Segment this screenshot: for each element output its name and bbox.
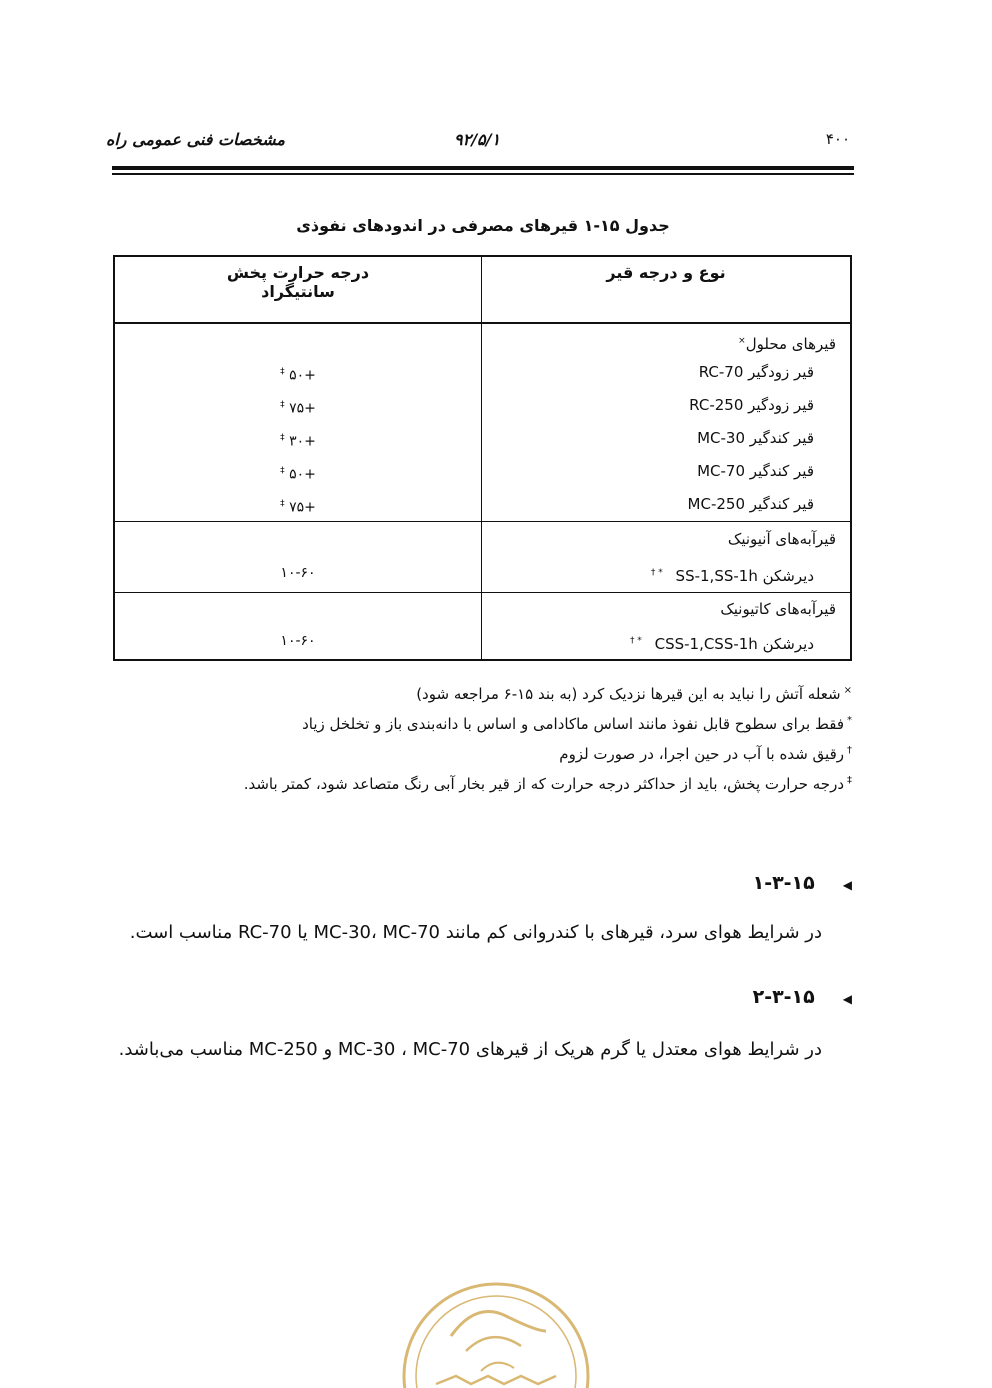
type-row: قیر زودگیر RC-250 xyxy=(689,396,814,414)
temp-cell xyxy=(114,323,482,522)
bullet-triangle-icon: ◀ xyxy=(842,878,852,892)
type-cell xyxy=(482,323,852,522)
bullet-triangle-icon: ◀ xyxy=(842,992,852,1006)
footnote: ‡درجه حرارت پخش، باید از حداکثر درجه حرارت که از قیر بخار آبی رنگ متصاعد شود، کمتر باشد. xyxy=(243,775,852,793)
footnote: ×شعله آتش را نباید به این قیرها نزدیک کرد (به بند ۱۵-۶ مراجعه شود) xyxy=(416,685,852,703)
temp-value: +۵۰ ‡ xyxy=(280,367,316,384)
temp-value: +۳۰ ‡ xyxy=(280,433,316,450)
running-header-date: ۹۲/۵/۱ xyxy=(454,130,501,149)
page-number: ۴۰۰ xyxy=(825,130,850,148)
col-header-type: نوع و درجه قیر xyxy=(482,256,852,323)
type-row: قیر کندگیر MC-70 xyxy=(697,462,814,480)
col-header-temp-line2: سانتیگراد xyxy=(261,282,335,301)
table-row-group-cutback xyxy=(114,323,851,522)
group-title: قیرآبه‌های آنیونیک xyxy=(727,530,836,548)
temp-value: +۵۰ ‡ xyxy=(280,466,316,483)
col-header-temp-line1: درجه حرارت پخش xyxy=(226,263,370,282)
type-row: دیرشکن SS-1,SS-1h * † xyxy=(650,567,814,585)
type-row: قیر زودگیر RC-70 xyxy=(698,363,814,381)
header-rule-thin xyxy=(112,173,854,175)
temp-cell xyxy=(114,593,482,661)
running-header-title: مشخصات فنی عمومی راه xyxy=(105,130,285,149)
col-header-temp xyxy=(114,256,482,323)
section-paragraph: در شرایط هوای سرد، قیرهای با کندروانی کم مانند MC-30، MC-70 یا RC-70 مناسب است. xyxy=(129,922,822,943)
table-row-group-cationic xyxy=(114,593,851,661)
footnote: *فقط برای سطوح قابل نفوذ مانند اساس ماکادامی و اساس با دانه‌بندی باز و تخلخل زیاد xyxy=(302,715,852,733)
temp-cell xyxy=(114,522,482,593)
table-caption: جدول ۱۵-۱ قیرهای مصرفی در اندودهای نفوذی xyxy=(296,216,670,235)
type-row: قیر کندگیر MC-30 xyxy=(697,429,814,447)
table-footnotes xyxy=(244,676,852,796)
type-cell xyxy=(482,593,852,661)
footnote: †رقیق شده با آب در حین اجرا، در صورت لزوم xyxy=(559,745,852,763)
temp-value: ۱۰-۶۰ xyxy=(280,633,316,649)
type-row: قیر کندگیر MC-250 xyxy=(687,495,814,513)
section-heading: ◀۱-۳-۱۵ xyxy=(752,872,852,894)
table-header-row xyxy=(114,256,851,323)
table-row-group-anionic xyxy=(114,522,851,593)
watermark-seal-icon xyxy=(396,1276,596,1388)
temp-value: ۱۰-۶۰ xyxy=(280,565,316,581)
section-heading: ◀۲-۳-۱۵ xyxy=(752,986,852,1008)
group-title: قیرآبه‌های کاتیونیک xyxy=(720,600,836,618)
header-rule-thick xyxy=(112,166,854,170)
type-row: دیرشکن CSS-1,CSS-1h * † xyxy=(629,635,814,653)
temp-value: +۷۵ ‡ xyxy=(280,400,316,417)
bitumen-table xyxy=(113,255,852,661)
group-title: قیرهای محلول× xyxy=(738,335,836,353)
type-cell xyxy=(482,522,852,593)
section-paragraph: در شرایط هوای معتدل یا گرم هریک از قیرهای MC-30 ، MC-70 و MC-250 مناسب می‌باشد. xyxy=(118,1039,822,1060)
temp-value: +۷۵ ‡ xyxy=(280,499,316,516)
